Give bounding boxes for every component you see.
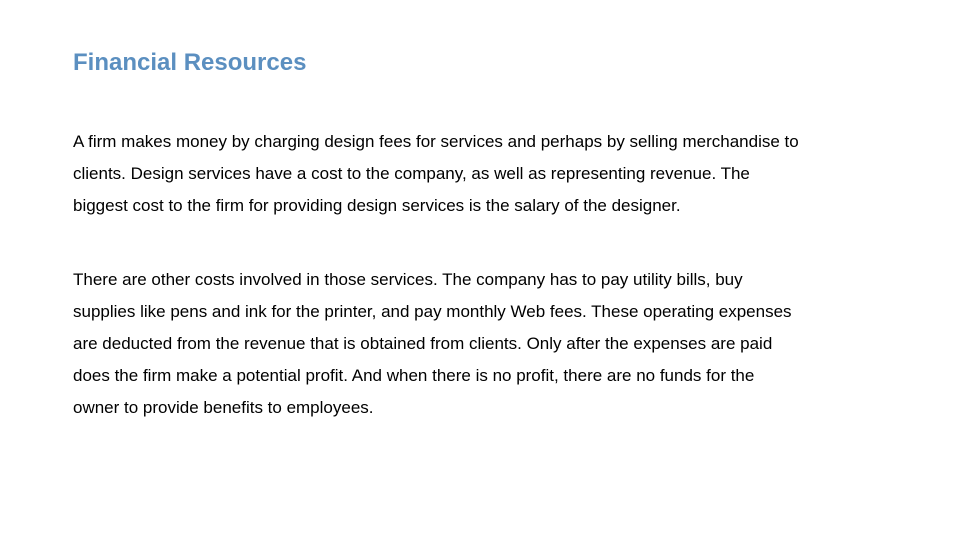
- paragraph-line: clients. Design services have a cost to the company, as well as representing revenue. The: [73, 164, 750, 183]
- slide-body: [73, 126, 893, 424]
- paragraph-line: does the firm make a potential profit. And when there is no profit, there are no funds for the: [73, 366, 755, 385]
- slide-title: Financial Resources: [73, 49, 307, 76]
- paragraph-line: are deducted from the revenue that is obtained from clients. Only after the expenses are paid: [73, 334, 773, 353]
- paragraph-line: A firm makes money by charging design fees for services and perhaps by selling merchandise to: [73, 132, 799, 151]
- paragraph-line: supplies like pens and ink for the printer, and pay monthly Web fees. These operating expenses: [73, 302, 792, 321]
- paragraph-line: There are other costs involved in those services. The company has to pay utility bills, buy: [73, 270, 743, 289]
- paragraph-1: [73, 126, 893, 222]
- paragraph-2: [73, 264, 893, 424]
- paragraph-line: biggest cost to the firm for providing design services is the salary of the designer.: [73, 196, 681, 215]
- paragraph-line: owner to provide benefits to employees.: [73, 398, 374, 417]
